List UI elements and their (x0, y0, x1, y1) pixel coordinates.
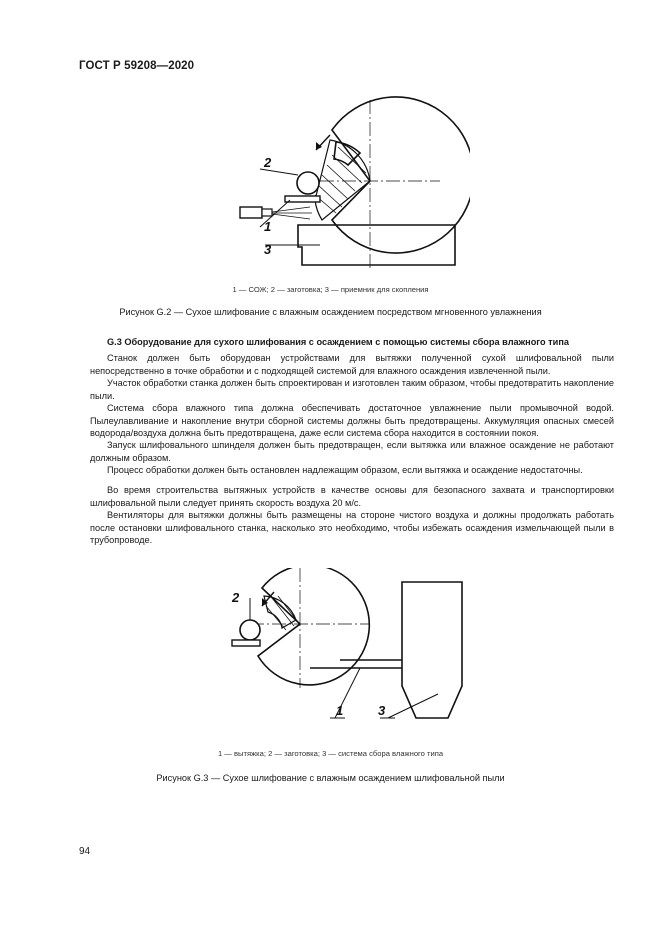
work-table (232, 640, 260, 646)
document-header: ГОСТ Р 59208—2020 (79, 60, 195, 72)
figure-g3-label-2: 2 (232, 590, 240, 605)
workpiece (240, 620, 260, 640)
section-title: G.3 Оборудование для сухого шлифования с осаждением с помощью системы сбора влажного типа (107, 337, 569, 347)
figure-g2-label-3: 3 (264, 242, 272, 257)
grinding-wheel-outline (332, 97, 470, 253)
paragraph-2: Участок обработки станка должен быть спроектирован и изготовлен таким образом, чтобы предотвратить накопление пыли. (90, 378, 614, 401)
wet-collector (402, 582, 462, 718)
figure-g2-legend: 1 — СОЖ; 2 — заготовка; 3 — приемник для скопления (232, 285, 429, 294)
exhaust-duct (310, 660, 402, 668)
figure-g2-caption: Рисунок G.2 — Сухое шлифование с влажным осаждением посредством мгновенного увлажнения (119, 307, 542, 317)
center-lines (320, 100, 440, 270)
page-number: 94 (79, 846, 91, 857)
paragraph-4: Запуск шлифовального шпинделя должен быть предотвращен, если вытяжка или влажное осаждение не работают должным образом. (90, 440, 614, 463)
figure-g3-label-3: 3 (378, 703, 386, 718)
wheel-hatching (315, 147, 366, 213)
figure-g2-label-2: 2 (264, 155, 272, 170)
figure-g2-label-1: 1 (264, 219, 272, 234)
figure-g3-diagram (220, 568, 480, 738)
figure-g3-svg (220, 568, 480, 738)
coolant-nozzle (240, 207, 262, 218)
paragraph-5: Процесс обработки должен быть остановлен надлежащим образом, если вытяжка и осаждение недостаточны. (107, 465, 583, 475)
center-lines (250, 568, 370, 688)
figure-g2-svg (230, 95, 470, 270)
figure-g3-label-1: 1 (336, 703, 344, 718)
figure-g3-caption: Рисунок G.3 — Сухое шлифование с влажным осаждением шлифовальной пыли (156, 773, 505, 783)
paragraph-1: Станок должен быть оборудован устройствами для вытяжки полученной сухой шлифовальной пыли непосредственно в точке обработки и с подходящей системой для влажного осаждения извлеченной пыли. (90, 353, 614, 376)
workpiece (297, 172, 319, 194)
figure-g3-legend: 1 — вытяжка; 2 — заготовка; 3 — система сбора влажного типа (217, 749, 444, 758)
figure-g2-diagram (230, 95, 470, 270)
paragraph-6: Во время строительства вытяжных устройств в качестве основы для безопасного захвата и транспортировки шлифовальной пыли следует принять скорость воздуха 20 м/с. (90, 485, 614, 508)
paragraph-7: Вентиляторы для вытяжки должны быть размещены на стороне чистого воздуха и должны продолжать работать после остановки шлифовального станка, насколько это необходимо, чтобы избежать осаждения измельчающей пыли в трубопроводе. (90, 510, 614, 546)
work-table (285, 196, 320, 202)
paragraph-3: Система сбора влажного типа должна обеспечивать достаточное увлажнение пыли промывочной водой. Пылеулавливание и накопление внутри сборной системы должны быть предотвращены. Аккумуляция опасных смесей водорода/воздуха должна быть предотвращена, даже если система сбора находится в состоянии покоя. (90, 403, 614, 439)
